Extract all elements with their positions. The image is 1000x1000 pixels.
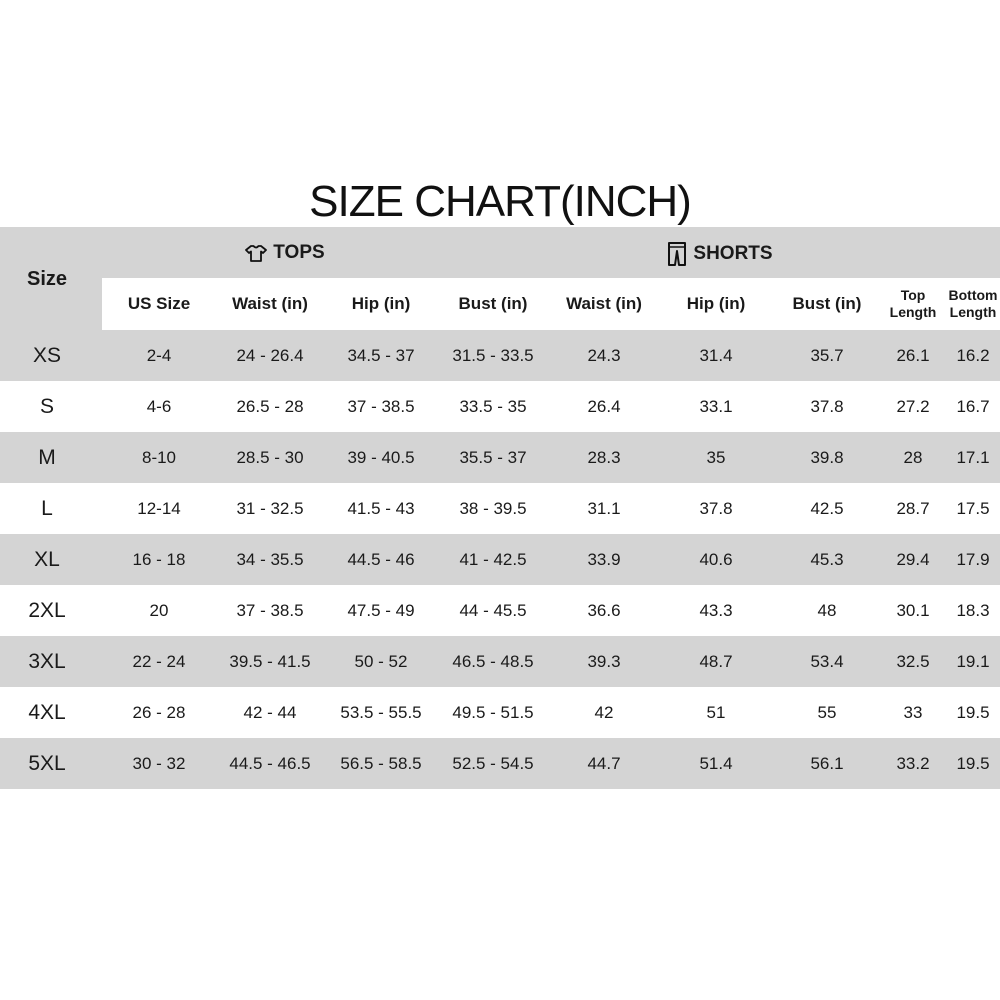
tshirt-icon: [245, 244, 267, 262]
table-cell: 24.3: [587, 345, 621, 365]
table-cell: 30 - 32: [132, 753, 186, 773]
table-cell: 20: [149, 600, 169, 620]
table-cell: 24 - 26.4: [236, 345, 304, 365]
table-cell: 31.5 - 33.5: [452, 345, 534, 365]
table-cell: 39 - 40.5: [347, 447, 415, 467]
table-cell: 48: [817, 600, 837, 620]
table-cell: 30.1: [896, 600, 930, 620]
table-cell: 53.5 - 55.5: [340, 702, 422, 722]
table-cell: 44.5 - 46.5: [229, 753, 311, 773]
column-header: Bottom Length: [948, 287, 998, 320]
table-cell: 44 - 45.5: [459, 600, 527, 620]
table-cell: 28.7: [896, 498, 930, 518]
table-cell: 35.7: [810, 345, 844, 365]
column-header: Waist (in): [566, 294, 642, 313]
table-cell: 26.1: [896, 345, 930, 365]
table-cell: 37.8: [699, 498, 733, 518]
table-cell: 40.6: [699, 549, 733, 569]
table-cell: 53.4: [810, 651, 844, 671]
table-cell: 47.5 - 49: [347, 600, 415, 620]
table-cell: 28.3: [587, 447, 621, 467]
column-header: Bust (in): [792, 294, 862, 313]
table-cell: 44.7: [587, 753, 621, 773]
table-cell: 48.7: [699, 651, 733, 671]
size-label: S: [39, 394, 54, 418]
size-column-header: Size: [26, 267, 68, 290]
table-cell: 19.5: [956, 753, 990, 773]
table-cell: 33: [903, 702, 923, 722]
table-cell: 27.2: [896, 396, 930, 416]
column-header: US Size: [127, 294, 191, 313]
table-cell: 32.5: [896, 651, 930, 671]
table-cell: 8-10: [141, 447, 177, 467]
column-header: Waist (in): [232, 294, 308, 313]
table-cell: 18.3: [956, 600, 990, 620]
table-cell: 56.1: [810, 753, 844, 773]
table-cell: 42 - 44: [243, 702, 297, 722]
table-cell: 51.4: [699, 753, 733, 773]
table-cell: 16.2: [956, 345, 990, 365]
size-label: L: [41, 496, 53, 520]
size-label: XL: [34, 547, 60, 571]
size-label: 2XL: [28, 598, 66, 622]
table-cell: 12-14: [137, 498, 181, 518]
table-cell: 28.5 - 30: [236, 447, 304, 467]
table-cell: 37.8: [810, 396, 844, 416]
table-cell: 17.1: [956, 447, 990, 467]
table-cell: 37 - 38.5: [236, 600, 304, 620]
table-cell: 36.6: [587, 600, 621, 620]
table-cell: 49.5 - 51.5: [452, 702, 534, 722]
table-cell: 33.9: [587, 549, 621, 569]
size-label: 5XL: [28, 751, 66, 775]
shorts-group-header: [640, 236, 800, 272]
table-cell: 31 - 32.5: [236, 498, 304, 518]
table-cell: 41.5 - 43: [347, 498, 415, 518]
table-cell: 41 - 42.5: [459, 549, 527, 569]
table-cell: 34 - 35.5: [236, 549, 304, 569]
table-cell: 46.5 - 48.5: [452, 651, 534, 671]
table-cell: 19.5: [956, 702, 990, 722]
table-cell: 17.9: [956, 549, 990, 569]
table-cell: 33.2: [896, 753, 930, 773]
chart-title: SIZE CHART(INCH): [309, 177, 691, 226]
table-cell: 52.5 - 54.5: [452, 753, 534, 773]
column-header: Hip (in): [686, 294, 746, 313]
table-cell: 19.1: [956, 651, 990, 671]
table-cell: 31.4: [699, 345, 733, 365]
table-cell: 42: [594, 702, 614, 722]
table-cell: 39.8: [810, 447, 844, 467]
table-cell: 39.3: [587, 651, 621, 671]
table-cell: 35: [706, 447, 726, 467]
table-cell: 42.5: [810, 498, 844, 518]
table-cell: 55: [817, 702, 837, 722]
table-cell: 28: [903, 447, 923, 467]
tops-group-label: TOPS: [273, 242, 325, 263]
table-cell: 16.7: [956, 396, 990, 416]
table-cell: 37 - 38.5: [347, 396, 415, 416]
tops-group-header: [190, 235, 380, 271]
table-cell: 17.5: [956, 498, 990, 518]
table-cell: 51: [706, 702, 726, 722]
table-cell: 35.5 - 37: [459, 447, 527, 467]
column-header: Bust (in): [458, 294, 528, 313]
table-cell: 22 - 24: [132, 651, 186, 671]
table-cell: 50 - 52: [354, 651, 408, 671]
size-label: M: [38, 445, 56, 469]
table-cell: 38 - 39.5: [459, 498, 527, 518]
table-cell: 33.5 - 35: [459, 396, 527, 416]
table-cell: 26.5 - 28: [236, 396, 304, 416]
shorts-group-label: SHORTS: [693, 243, 773, 264]
size-label: XS: [32, 343, 61, 367]
table-cell: 45.3: [810, 549, 844, 569]
size-label: 4XL: [28, 700, 66, 724]
table-cell: 34.5 - 37: [347, 345, 415, 365]
table-cell: 26 - 28: [132, 702, 186, 722]
table-cell: 56.5 - 58.5: [340, 753, 422, 773]
table-cell: 39.5 - 41.5: [229, 651, 311, 671]
column-header: Top Length: [889, 287, 937, 320]
table-cell: 44.5 - 46: [347, 549, 415, 569]
table-cell: 4-6: [146, 396, 172, 416]
table-cell: 26.4: [587, 396, 621, 416]
table-cell: 33.1: [699, 396, 733, 416]
table-cell: 31.1: [587, 498, 621, 518]
table-cell: 16 - 18: [132, 549, 186, 569]
table-cell: 2-4: [146, 345, 172, 365]
table-cell: 43.3: [699, 600, 733, 620]
column-header: Hip (in): [351, 294, 411, 313]
shorts-icon: [667, 242, 687, 266]
table-cell: 29.4: [896, 549, 930, 569]
size-label: 3XL: [28, 649, 66, 673]
